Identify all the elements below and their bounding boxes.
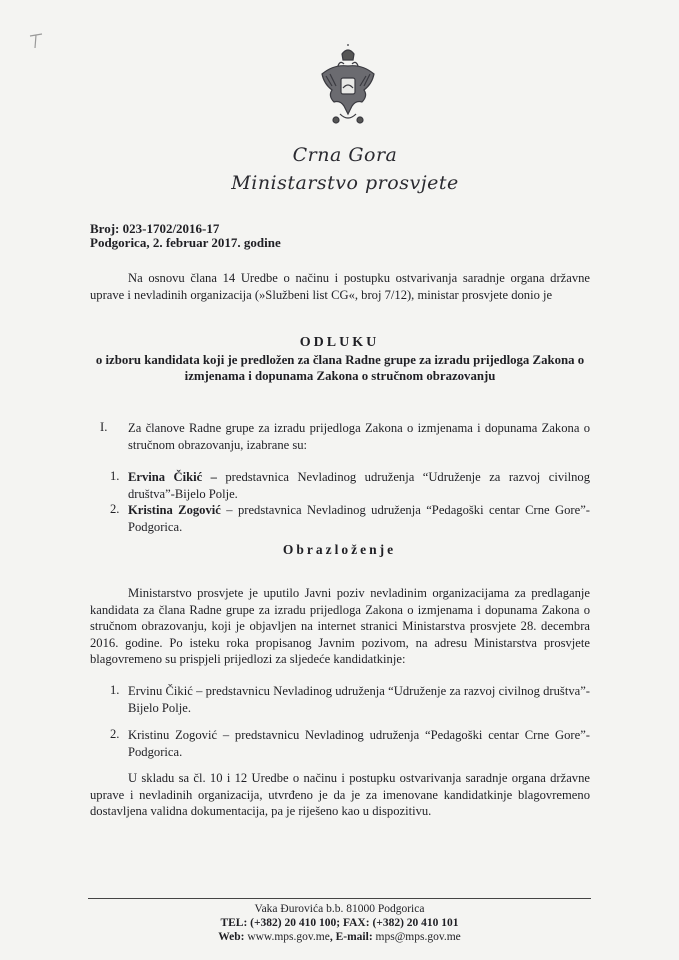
candidate-2: Kristinu Zogović – predstavnicu Nevladinog udruženja “Pedagoški centar Crne Gore”- Podgorica. [128,728,590,759]
member-1-name: Ervina Čikić – [128,470,217,484]
candidate-1: Ervinu Čikić – predstavnicu Nevladinog udruženja “Udruženje za razvoj civilnog društva”-Bijelo Polje. [128,684,590,715]
candidate-2-number: 2. [110,727,120,741]
member-1 [128,469,590,502]
tel-value: (+382) 20 410 100; [250,917,341,929]
reasoning-title: Obrazloženje [282,542,397,557]
email-link[interactable]: mps@mps.gov.me [375,931,461,943]
country-name: Crna Gora [292,144,398,166]
reasoning-paragraph-1: Ministarstvo prosvjete je uputilo Javni poziv nevladinim organizacijama za predlaganje kandidata za člana Radne grupe za izradu prijedloga Zakona o izmjenama i dopunama Zakona o stručnom obrazovanju, koji je objavljen na internet stranici Ministarstva prosvjete 28. decembra 2016. godine. Po isteku roka propisanog Javnim pozivom, na adresu Ministarstva prosvjete blagovremeno su prispjeli prijedlozi za sljedeće kandidatkinje: [90,586,590,667]
member-1-number: 1. [110,469,120,483]
fax-value: (+382) 20 410 101 [372,917,459,929]
tel-label: TEL: [220,917,248,929]
footer-web-email [0,930,679,944]
reasoning-paragraph-2: U skladu sa čl. 10 i 12 Uredbe o načinu i postupku ostvarivanja saradnje organa državne uprave i nevladinih organizacija, utvrđeno je da je za imenovane kandidatkinje blagovremeno dostavljena validna dokumentacija, pa je riješeno kao u dispozitivu. [90,771,590,819]
footer-address: Vaka Đurovića b.b. 81000 Podgorica [254,903,425,915]
intro-paragraph: Na osnovu člana 14 Uredbe o načinu i postupku ostvarivanja saradnje organa državne uprave i nevladinih organizacija (»Službeni list CG«, broj 7/12), ministar prosvjete donio je [90,271,590,302]
document-number: Broj: 023-1702/2016-17 [90,221,220,236]
member-2-desc: – predstavnica Nevladinog udruženja “Pedagoški centar Crne Gore”- Podgorica. [128,503,590,534]
section-number: I. [100,420,108,434]
corner-mark-icon [28,32,46,50]
candidate-1-number: 1. [110,683,120,697]
decision-title: ODLUKU [299,335,380,350]
member-1-desc: predstavnica Nevladinog udruženja “Udruženje za razvoj civilnog društva”-Bijelo Polje. [128,470,590,501]
fax-label: FAX: [342,917,370,929]
section-text: Za članove Radne grupe za izradu prijedloga Zakona o izmjenama i dopunama Zakona o stručnom obrazovanju, izabrane su: [128,421,590,452]
web-label: Web: [218,931,245,943]
footer-divider [88,898,591,899]
email-label: , E-mail: [329,931,373,943]
place-date: Podgorica, 2. februar 2017. godine [90,235,281,250]
decision-subtitle: o izboru kandidata koji je predložen za člana Radne grupe za izradu prijedloga Zakona o izmjenama i dopunama Zakona o stručnom obrazovanju [95,353,585,383]
web-link[interactable]: www.mps.gov.me [247,931,330,943]
member-2-number: 2. [110,502,120,516]
member-2-name: Kristina Zogović [128,503,221,517]
montenegro-coat-of-arms-icon [318,44,378,130]
footer-phone-fax [0,916,679,930]
ministry-name: Ministarstvo prosvjete [231,172,459,194]
member-2 [128,502,590,535]
